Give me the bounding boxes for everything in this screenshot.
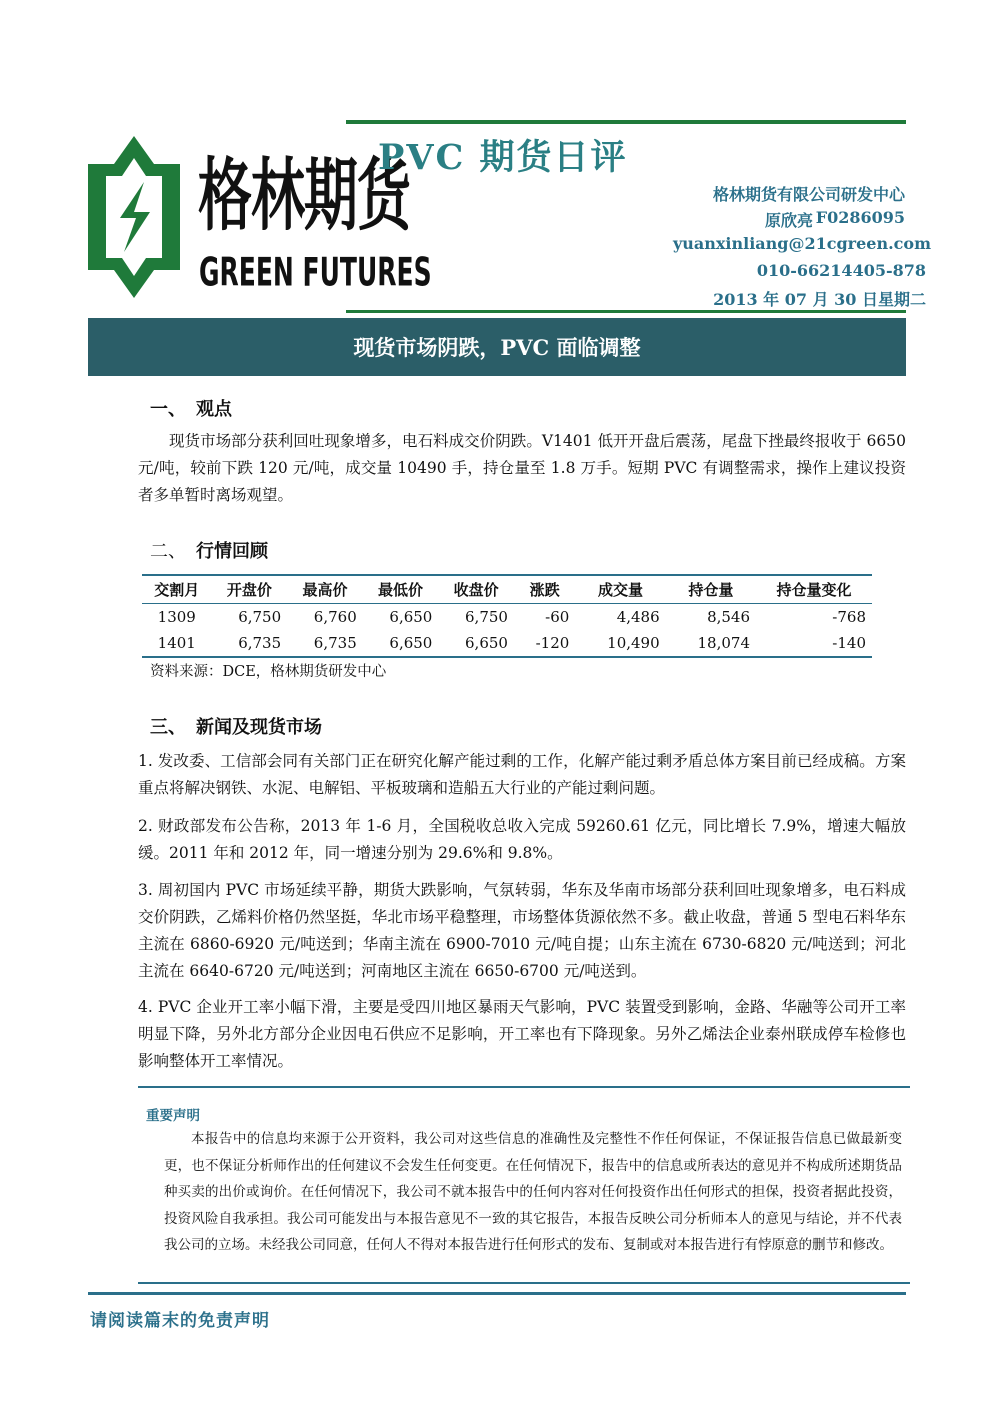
news-item-3: 3. 周初国内 PVC 市场延续平静，期货大跌影响，气氛转弱，华东及华南市场部分获利回吐现象增多，电石料成交价阴跌，乙烯料价格仍然坚挺，华北市场平稳整理，市场整体货源依然不多。截止收盘，普通 5 型电石料华东主流在 6860-6920 元/吨送到；华南主流在 6900-7010 元/吨自提；山东主流在 6730-6820 元/吨送到；河北主流在 6640-6720 元/吨送到；河南地区主流在 6650-6700 元/吨送到。 — [138, 881, 906, 980]
headline-banner: 现货市场阴跌，PVC 面临调整 — [88, 318, 906, 376]
table-cell: 10,490 — [575, 630, 665, 657]
header-top-rule — [346, 120, 906, 124]
table-cell: 4,486 — [616, 607, 660, 626]
table-cell: 6,750 — [238, 607, 282, 626]
col-header: 最低价 — [363, 575, 439, 603]
research-org: 格林期货有限公司研发中心 — [712, 185, 905, 204]
report-date: 2013 年 07 月 30 日星期二 — [713, 290, 926, 309]
disclaimer-body: 本报告中的信息均来源于公开资料，我公司对这些信息的准确性及完整性不作任何保证，不保证报告信息已做最新变更，也不保证分析师作出的任何建议不会发生任何变更。在任何情况下，报告中的信息或所表达的意见并不构成所述期货品种买卖的出价或询价。在任何情况下，我公司不就本报告中的任何内容对任何投资作出任何形式的担保，投资者据此投资，投资风险自我承担。我公司可能发出与本报告意见不一致的其它报告，本报告反映公司分析师本人的意见与结论，并不代表我公司的立场。未经我公司同意，任何人不得对本报告进行任何形式的发布、复制或对本报告进行有悖原意的删节和修改。 — [164, 1131, 902, 1253]
market-review-table — [142, 574, 872, 658]
table-cell: 18,074 — [666, 630, 756, 657]
table-row — [142, 630, 872, 657]
section-heading-market-review — [150, 537, 268, 563]
table-cell: 8,546 — [707, 607, 751, 626]
table-cell: 6,650 — [389, 607, 433, 626]
table-cell: 6,650 — [363, 630, 439, 657]
author-phone: 010-66214405-878 — [756, 261, 926, 280]
section-title: 新闻及现货市场 — [196, 717, 322, 738]
table-row — [142, 603, 872, 630]
logo-chinese-name: 格林期货 — [198, 149, 410, 242]
col-header: 开盘价 — [212, 575, 288, 603]
green-futures-logo-icon — [88, 136, 180, 298]
table-cell: 1309 — [157, 607, 196, 626]
disclaimer-title: 重要声明 — [146, 1108, 200, 1124]
col-header: 持仓量 — [666, 575, 756, 603]
col-header: 收盘价 — [438, 575, 514, 603]
disclaimer-bottom-rule — [138, 1282, 910, 1284]
col-header: 交割月 — [142, 575, 212, 603]
news-item-1: 1. 发改委、工信部会同有关部门正在研究化解产能过剩的工作，化解产能过剩矛盾总体方案目前已经成稿。方案重点将解决钢铁、水泥、电解铝、平板玻璃和造船五大行业的产能过剩问题。 — [138, 752, 906, 797]
col-header: 涨跌 — [514, 575, 575, 603]
logo-english-name: GREEN FUTURES — [199, 250, 432, 295]
table-cell: -768 — [832, 607, 866, 626]
table-cell: 1401 — [142, 630, 212, 657]
section-title: 观点 — [196, 399, 232, 420]
col-header: 持仓量变化 — [756, 575, 872, 603]
table-cell: 6,735 — [287, 630, 363, 657]
section-number: 三、 — [150, 717, 186, 738]
author-email[interactable]: yuanxinliang@21cgreen.com — [672, 234, 931, 253]
section-heading-news — [150, 713, 322, 739]
table-cell: 6,750 — [465, 607, 508, 626]
viewpoint-paragraph: 现货市场部分获利回吐现象增多，电石料成交价阴跌。V1401 低开开盘后震荡，尾盘下挫最终报收于 6650 元/吨，较前下跌 120 元/吨，成交量 10490 手，持仓量至 1.8 万手。短期 PVC 有调整需求，操作上建议投资者多单暂时离场观望。 — [138, 432, 906, 504]
table-header-row — [142, 575, 872, 603]
table-source-note: 资料来源：DCE，格林期货研发中心 — [150, 664, 387, 680]
table-cell: -120 — [514, 630, 575, 657]
author-name: 原欣亮 — [764, 211, 813, 230]
news-item-2: 2. 财政部发布公告称，2013 年 1-6 月，全国税收总收入完成 59260.61 亿元，同比增长 7.9%，增速大幅放缓。2011 年和 2012 年，同一增速分别为 29.6%和 9.8%。 — [138, 817, 906, 862]
col-header: 成交量 — [575, 575, 665, 603]
col-header: 最高价 — [287, 575, 363, 603]
footer-rule — [88, 1292, 906, 1295]
section-title: 行情回顾 — [196, 541, 268, 562]
report-title: PVC 期货日评 — [378, 137, 628, 178]
table-cell: 6,650 — [438, 630, 514, 657]
table-cell: -140 — [756, 630, 872, 657]
section-number: 二、 — [150, 541, 186, 562]
section-number: 一、 — [150, 399, 186, 420]
author-license: F0286095 — [815, 208, 905, 227]
table-cell: 6,760 — [313, 607, 357, 626]
table-cell: 6,735 — [212, 630, 288, 657]
section-heading-viewpoint — [150, 395, 232, 421]
company-logo — [88, 132, 432, 302]
news-item-4: 4. PVC 企业开工率小幅下滑，主要是受四川地区暴雨天气影响，PVC 装置受到影响，金路、华融等公司开工率明显下降，另外北方部分企业因电石供应不足影响，开工率也有下降现象。另外乙烯法企业泰州联成停车检修也影响整体开工率情况。 — [138, 998, 906, 1070]
disclaimer-top-rule — [138, 1086, 910, 1088]
header-bottom-rule — [346, 310, 906, 313]
table-cell: -60 — [545, 607, 570, 626]
footer-disclaimer-notice: 请阅读篇末的免责声明 — [90, 1311, 270, 1331]
